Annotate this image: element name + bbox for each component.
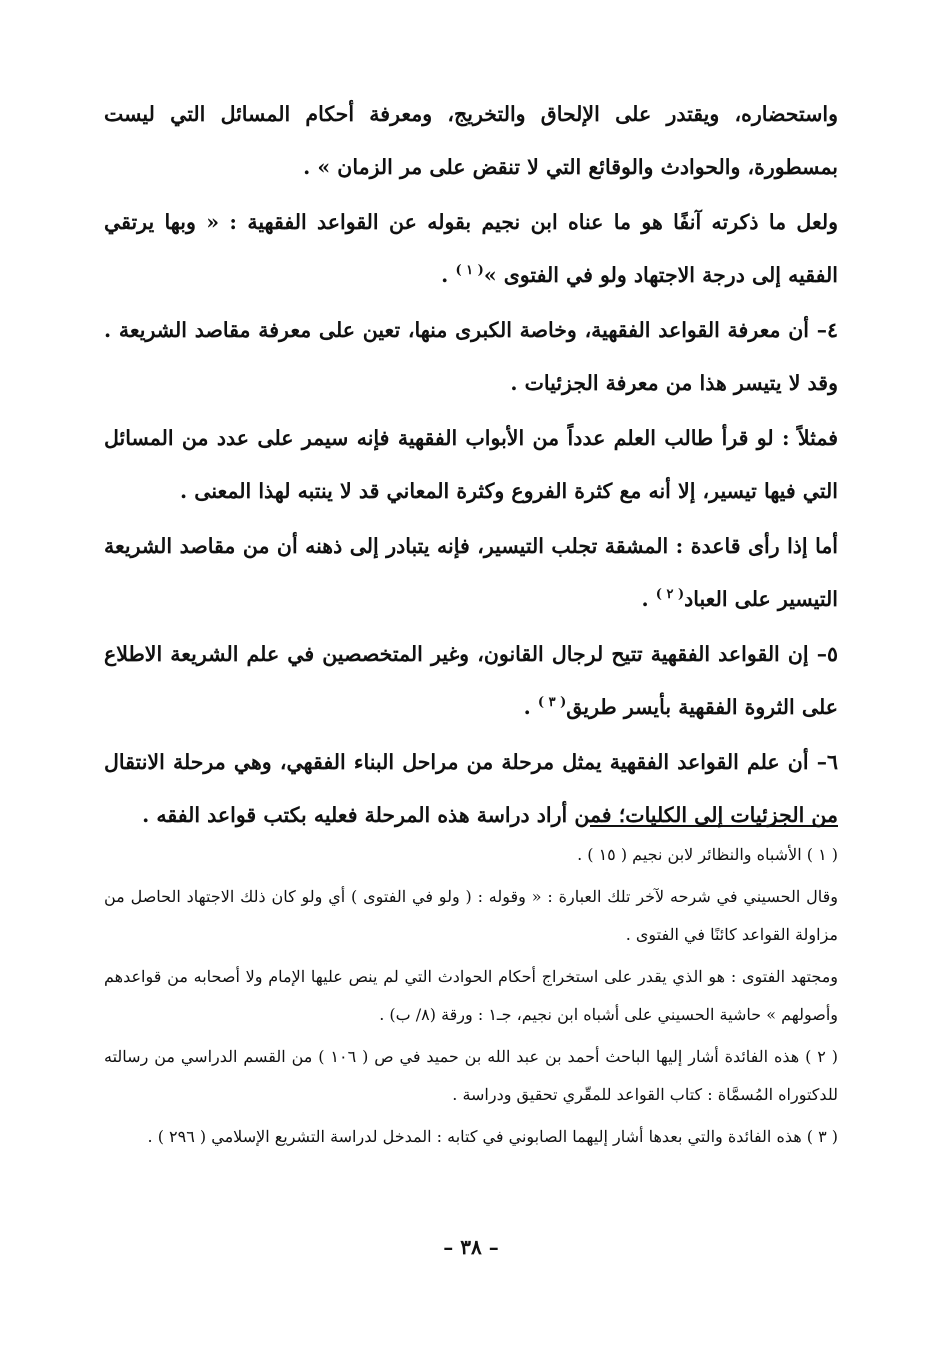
footnote-3: ( ٣ ) هذه الفائدة والتي بعدها أشار إليهما الصابوني في كتابه : المدخل لدراسة التشريع الإسلامي ( ٢٩٦ ) . bbox=[147, 1127, 838, 1146]
paragraph-example bbox=[104, 412, 838, 518]
paragraph-text: ٥– إن القواعد الفقهية تتيح لرجال القانون، وغير المتخصصين في علم الشريعة الاطلاع على الثروة الفقهية بأيسر طريق bbox=[104, 642, 838, 719]
footnote-1: ( ١ ) الأشباه والنظائر لابن نجيم ( ١٥ ) . bbox=[577, 845, 838, 864]
paragraph-text: أما إذا رأى قاعدة : المشقة تجلب التيسير، فإنه يتبادر إلى ذهنه أن من مقاصد الشريعة التيسير على العباد bbox=[104, 534, 838, 611]
paragraph-text: واستحضاره، ويقتدر على الإلحاق والتخريج، ومعرفة أحكام المسائل التي ليست بمسطورة، والحوادث والوقائع التي لا تنقض على مر الزمان » . bbox=[104, 102, 838, 179]
sentence-end: . bbox=[441, 263, 449, 287]
footnote-ref-2[interactable]: ( ٢ ) bbox=[655, 587, 685, 603]
footnote-1-husayni: وقال الحسيني في شرحه لآخر تلك العبارة : « وقوله : ( ولو في الفتوى ) أي ولو كان ذلك الاجتهاد الحاصل من مزاولة القواعد كائنًا في الفتوى . bbox=[104, 887, 838, 944]
paragraph-point-4 bbox=[104, 304, 838, 410]
footnote-ref-1[interactable]: ( ١ ) bbox=[455, 263, 484, 279]
paragraph-text: ولعل ما ذكرته آنفًا هو ما عناه ابن نجيم بقوله عن القواعد الفقهية : « وبها يرتقي الفقيه إلى درجة الاجتهاد ولو في الفتوى » bbox=[104, 210, 838, 287]
paragraph-text: فمثلاً : لو قرأ طالب العلم عدداً من الأبواب الفقهية فإنه سيمر على عدد من المسائل التي فيها تيسير، إلا أنه مع كثرة الفروع وكثرة المعاني قد لا ينتبه لهذا المعنى . bbox=[104, 426, 838, 503]
sentence-end: . bbox=[641, 587, 649, 611]
footnote-2: ( ٢ ) هذه الفائدة أشار إليها الباحث أحمد بن عبد الله بن حميد في ص ( ١٠٦ ) من القسم الدراسي من رسالته للدكتوراه المُسمَّاة : كتاب القواعد للمقّري تحقيق ودراسة . bbox=[104, 1047, 839, 1104]
paragraph-continuation bbox=[104, 88, 838, 194]
main-text bbox=[104, 88, 838, 844]
paragraph-text: ٤– أن معرفة القواعد الفقهية، وخاصة الكبرى منها، تعين على معرفة مقاصد الشريعة . وقد لا يتيسر هذا من معرفة الجزئيات . bbox=[104, 318, 838, 395]
footnotes-section bbox=[104, 836, 838, 1160]
paragraph-rule-hardship bbox=[104, 520, 838, 626]
sentence-end: . bbox=[523, 695, 531, 719]
footnote-ref-3[interactable]: ( ٣ ) bbox=[537, 695, 567, 711]
page-number: – ٣٨ – bbox=[443, 1235, 499, 1259]
footnote-1-fatwa: ومجتهد الفتوى : هو الذي يقدر على استخراج أحكام الحوادث التي لم ينص عليها الإمام ولا أصحابه من قواعدهم وأصولهم » حاشية الحسيني على أشباه ابن نجيم، جـ١ : ورقة (٨/ ب) . bbox=[104, 967, 838, 1024]
paragraph-point-5 bbox=[104, 628, 838, 734]
paragraph-text: ٦– أن علم القواعد الفقهية يمثل مرحلة من مراحل البناء الفقهي، وهي مرحلة الانتقال من الجزئيات إلى الكليات؛ فمن أراد دراسة هذه المرحلة فعليه بكتب قواعد الفقه . bbox=[104, 750, 838, 827]
footnote-divider bbox=[590, 825, 838, 827]
paragraph-ibn-nujaym bbox=[104, 196, 838, 302]
